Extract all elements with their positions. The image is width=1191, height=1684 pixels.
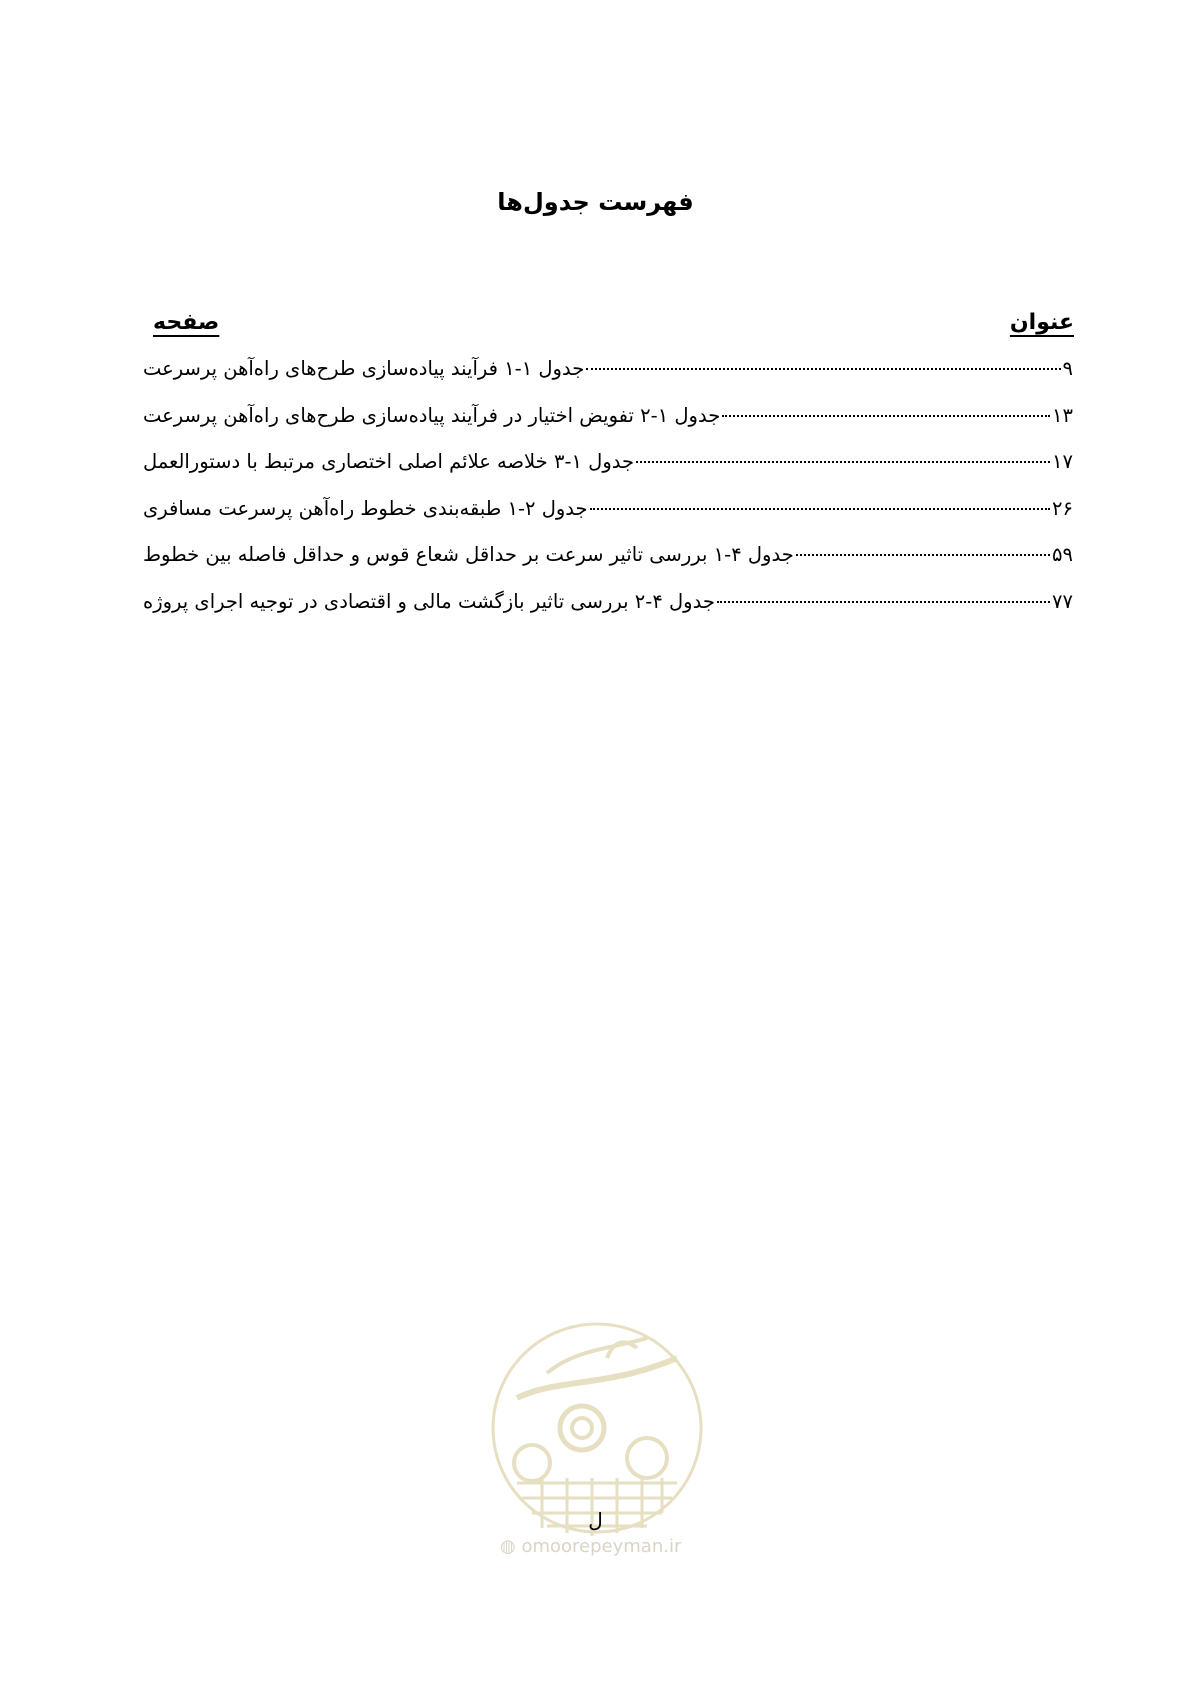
page-title: فهرست جدول‌ها — [497, 188, 694, 216]
globe-icon: ◍ — [500, 1536, 516, 1557]
toc-entry[interactable] — [143, 590, 1073, 637]
toc-entry-page: ۹ — [1062, 357, 1073, 380]
watermark-url: ◍ omoorepeyman.ir — [500, 1536, 682, 1557]
page-column-header: صفحه — [153, 310, 220, 335]
watermark-seal-logo — [487, 1318, 707, 1538]
toc-entry-title: جدول ۴-۱ بررسی تاثیر سرعت بر حداقل شعاع قوس و حداقل فاصله بین خطوط — [143, 543, 794, 566]
dot-leader — [590, 508, 1050, 510]
dot-leader — [722, 415, 1050, 417]
toc-entry-page: ۷۷ — [1052, 589, 1073, 613]
dot-leader — [636, 461, 1050, 463]
table-of-tables — [143, 357, 1073, 636]
toc-entry[interactable] — [143, 543, 1073, 590]
toc-entry[interactable] — [143, 497, 1073, 544]
toc-entry-page: ۱۳ — [1052, 403, 1073, 427]
title-column-header: عنوان — [1009, 310, 1074, 335]
toc-entry[interactable] — [143, 450, 1073, 497]
toc-entry-title: جدول ۱-۳ خلاصه علائم اصلی اختصاری مرتبط با دستورالعمل — [143, 450, 635, 473]
toc-entry-title: جدول ۲-۱ طبقه‌بندی خطوط راه‌آهن پرسرعت مسافری — [143, 496, 588, 520]
toc-entry-title: جدول ۱-۱ فرآیند پیاده‌سازی طرح‌های راه‌آهن پرسرعت — [143, 357, 585, 380]
toc-entry-title: جدول ۴-۲ بررسی تاثیر بازگشت مالی و اقتصادی در توجیه اجرای پروژه — [143, 589, 715, 613]
toc-entry[interactable] — [143, 357, 1073, 404]
page-number: ل — [588, 1508, 603, 1532]
toc-entry-page: ۱۷ — [1052, 450, 1073, 473]
toc-entry-title: جدول ۱-۲ تفویض اختیار در فرآیند پیاده‌سازی طرح‌های راه‌آهن پرسرعت — [143, 403, 721, 427]
toc-entry[interactable] — [143, 404, 1073, 451]
toc-entry-page: ۵۹ — [1052, 543, 1073, 566]
toc-entry-page: ۲۶ — [1052, 496, 1073, 520]
dot-leader — [796, 554, 1050, 556]
dot-leader — [717, 601, 1050, 603]
dot-leader — [586, 368, 1060, 370]
